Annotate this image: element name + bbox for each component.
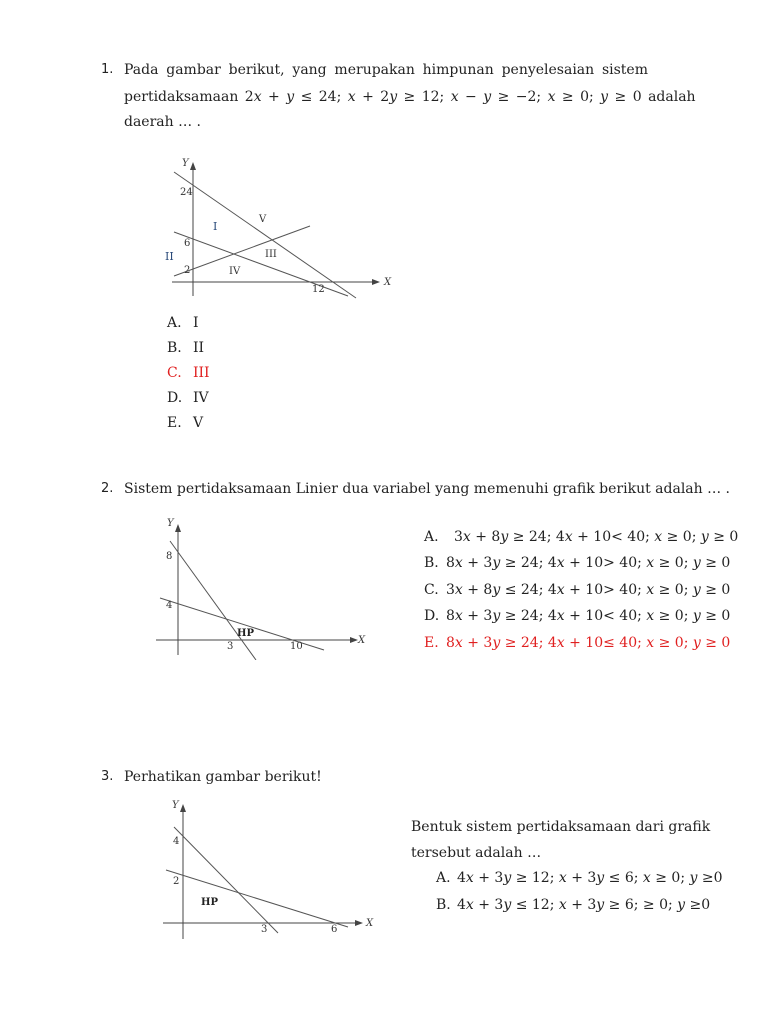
q2-x-label: X (358, 635, 366, 646)
q3-line-x-3y-6 (166, 870, 348, 927)
q2-y-label: Y (167, 518, 174, 529)
q3-prompt-line2: tersebut adalah … (411, 845, 542, 861)
q2-option-a[interactable] (424, 527, 739, 547)
q2-graph (150, 515, 380, 660)
q1-region-i: I (213, 220, 218, 233)
q1-option-b-letter: B. (167, 340, 182, 356)
q1-line-2x-y-24 (174, 172, 356, 298)
q2-option-d[interactable] (424, 606, 731, 626)
q3-tick-4: 4 (173, 836, 180, 847)
q1-region-iv: IV (229, 266, 241, 277)
q2-tick-4: 4 (166, 600, 173, 611)
q2-x-axis-arrow (350, 637, 358, 643)
q1-option-e-letter: E. (167, 415, 182, 431)
q2-y-axis-arrow (175, 524, 181, 532)
q3-x-axis-arrow (355, 920, 363, 926)
q2-option-b[interactable] (424, 553, 731, 573)
q1-number: 1. (101, 62, 114, 77)
q1-tick-2: 2 (184, 265, 191, 276)
q3-tick-3: 3 (261, 924, 268, 935)
q1-region-ii: II (165, 250, 174, 263)
q3-question-text: Perhatikan gambar berikut! (124, 769, 322, 785)
q3-tick-2: 2 (173, 876, 180, 887)
q3-x-label: X (366, 918, 374, 929)
q2-tick-3: 3 (227, 641, 234, 652)
q2-option-d-text: 8𝑥 + 3𝑦 ≥ 24; 4𝑥 + 10< 40; 𝑥 ≥ 0; 𝑦 ≥ 0 (446, 608, 731, 624)
q2-option-e-correct[interactable] (424, 633, 731, 653)
q2-option-e-text: 8𝑥 + 3𝑦 ≥ 24; 4𝑥 + 10≤ 40; 𝑥 ≥ 0; 𝑦 ≥ 0 (446, 635, 731, 651)
q1-tick-12: 12 (312, 284, 325, 295)
q1-x-label: X (384, 277, 392, 288)
q3-y-label: Y (172, 800, 179, 811)
q1-option-a-letter: A. (167, 315, 182, 331)
q1-option-d-text: IV (193, 390, 209, 406)
q2-region-hp: HP (237, 628, 254, 639)
q1-option-b[interactable] (167, 338, 205, 358)
q1-option-c-letter: C. (167, 365, 182, 381)
q1-option-a[interactable] (167, 313, 199, 333)
q2-number: 2. (101, 481, 114, 496)
q3-tick-6: 6 (331, 924, 338, 935)
q2-line-8x-3y-24 (170, 541, 256, 660)
q1-option-b-text: II (193, 340, 205, 356)
q2-option-c-letter: C. (424, 582, 439, 598)
q1-y-axis-arrow (190, 162, 196, 170)
q2-option-e-letter: E. (424, 635, 439, 651)
q2-option-d-letter: D. (424, 608, 440, 624)
q2-tick-8: 8 (166, 551, 173, 562)
q1-option-d[interactable] (167, 388, 209, 408)
q2-option-b-text: 8𝑥 + 3𝑦 ≥ 24; 4𝑥 + 10> 40; 𝑥 ≥ 0; 𝑦 ≥ 0 (446, 555, 731, 571)
q1-question-line2: pertidaksamaan 2𝑥 + 𝑦 ≤ 24; 𝑥 + 2𝑦 ≥ 12; 𝑥 − 𝑦 ≥ −2; 𝑥 ≥ 0; 𝑦 ≥ 0 adalah (124, 89, 696, 105)
q2-option-c[interactable] (424, 580, 731, 600)
q1-option-d-letter: D. (167, 390, 183, 406)
q1-question-line1: Pada gambar berikut, yang merupakan himpunan penyelesaian sistem (124, 62, 648, 78)
q1-x-axis-arrow (372, 279, 380, 285)
q1-graph (160, 150, 400, 300)
q3-graph (160, 796, 385, 941)
q1-option-e[interactable] (167, 413, 204, 433)
q3-option-b[interactable] (436, 895, 711, 915)
q2-option-b-letter: B. (424, 555, 439, 571)
q3-option-b-text: 4𝑥 + 3𝑦 ≤ 12; 𝑥 + 3𝑦 ≥ 6; ≥ 0; 𝑦 ≥0 (457, 897, 711, 913)
q3-option-a[interactable] (436, 868, 723, 888)
q3-region-hp: HP (201, 897, 218, 908)
q3-line-4x-3y-12 (174, 827, 278, 933)
q1-y-label: Y (182, 158, 189, 169)
q1-region-iii: III (265, 249, 277, 260)
q1-option-e-text: V (193, 415, 204, 431)
q2-tick-10: 10 (290, 641, 303, 652)
q1-region-v: V (259, 214, 267, 225)
q1-option-c-correct[interactable] (167, 363, 210, 383)
q3-prompt-line1: Bentuk sistem pertidaksamaan dari grafik (411, 819, 711, 835)
q1-line-x-y-minus2 (174, 226, 310, 276)
q3-number: 3. (101, 769, 114, 784)
q1-question-line3: daerah … . (124, 114, 201, 130)
q1-option-a-text: I (193, 315, 199, 331)
q3-option-a-text: 4𝑥 + 3𝑦 ≥ 12; 𝑥 + 3𝑦 ≤ 6; 𝑥 ≥ 0; 𝑦 ≥0 (457, 870, 723, 886)
q1-option-c-text: III (193, 365, 210, 381)
q3-option-a-letter: A. (436, 870, 451, 886)
q2-option-a-text: 3𝑥 + 8𝑦 ≥ 24; 4𝑥 + 10< 40; 𝑥 ≥ 0; 𝑦 ≥ 0 (454, 529, 739, 545)
q3-option-b-letter: B. (436, 897, 451, 913)
q2-option-a-letter: A. (424, 529, 439, 545)
q1-tick-6: 6 (184, 238, 191, 249)
q1-tick-24: 24 (180, 187, 193, 198)
q2-question-text: Sistem pertidaksamaan Linier dua variabel yang memenuhi grafik berikut adalah … . (124, 481, 731, 497)
q2-option-c-text: 3𝑥 + 8𝑦 ≤ 24; 4𝑥 + 10> 40; 𝑥 ≥ 0; 𝑦 ≥ 0 (446, 582, 731, 598)
q3-y-axis-arrow (180, 804, 186, 812)
